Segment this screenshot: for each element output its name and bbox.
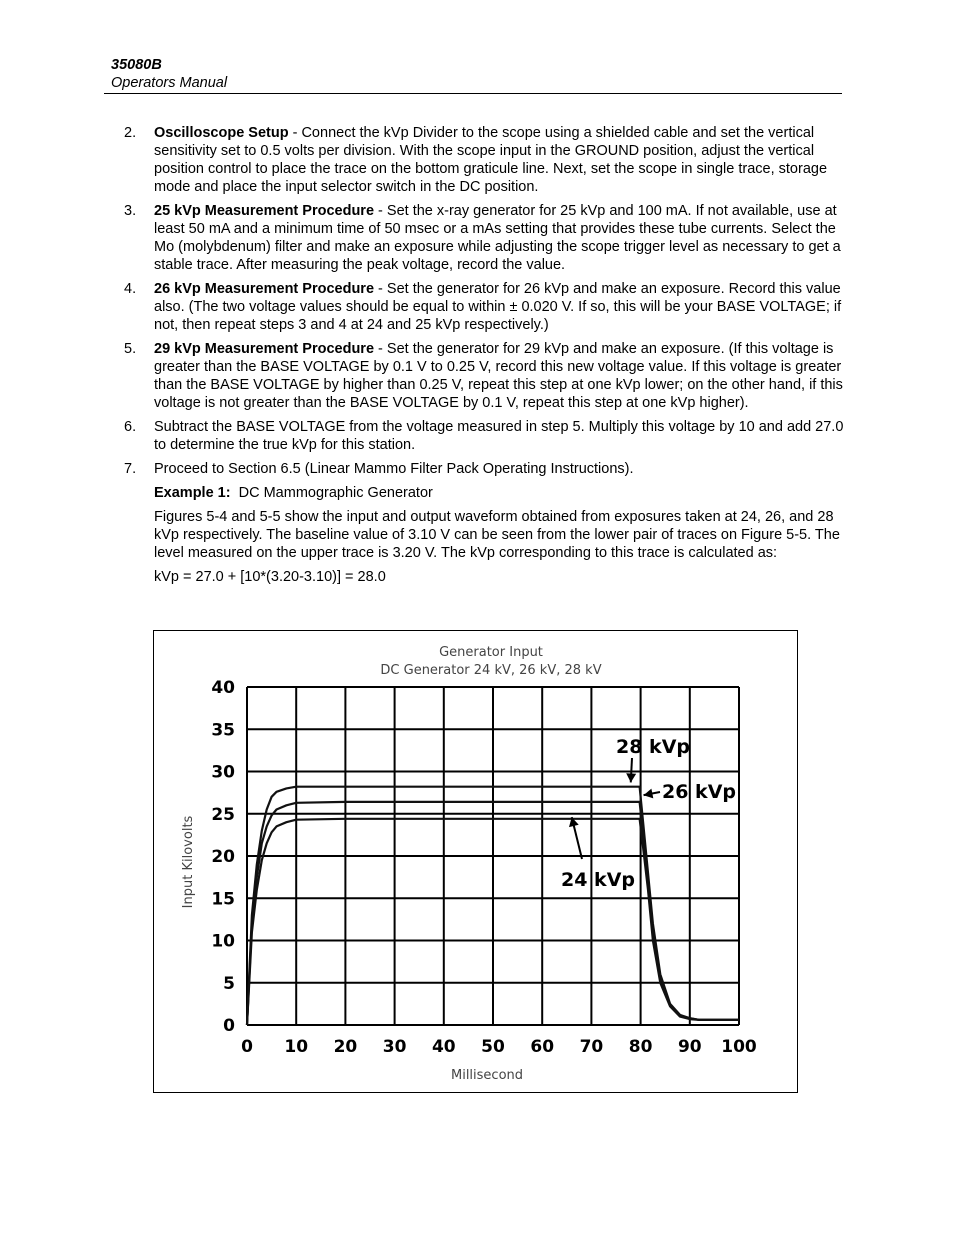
step-number: 7. <box>124 461 137 477</box>
step-text: Proceed to Section 6.5 (Linear Mammo Filter Pack Operating Instructions). <box>154 461 634 477</box>
step-number: 3. <box>124 203 137 219</box>
y-tick-label: 15 <box>211 889 235 910</box>
y-tick-label: 25 <box>211 804 235 825</box>
step-heading: Oscilloscope Setup <box>154 125 289 141</box>
step-heading: 25 kVp Measurement Procedure <box>154 203 375 219</box>
step-text: - Set the generator for 29 kVp and make an exposure. (If this voltage is greater than the BASE VOLTAGE by 0.1 V to 0.25 V, record this new voltage value. If this voltage is greater than the BASE VOLTAGE by higher than 0.25 V, repeat this step at one kVp lower; on the other hand, if this voltage is not greater than the BASE VOLTAGE by 0.1 V, repeat this step at one kVp higher). <box>154 341 843 411</box>
x-tick-label: 60 <box>530 1037 555 1057</box>
header-rule <box>104 93 842 94</box>
generator-input-chart <box>154 631 799 1094</box>
procedure-steps <box>124 124 844 592</box>
step-2 <box>124 124 844 196</box>
y-tick-label: 0 <box>223 1016 235 1036</box>
step-4 <box>124 280 844 334</box>
step-number: 4. <box>124 281 137 297</box>
manual-title: Operators Manual <box>111 75 228 91</box>
figure-generator-input <box>153 630 798 1093</box>
annotation-arrowhead <box>626 773 636 782</box>
step-7 <box>124 460 844 478</box>
example-body: Figures 5-4 and 5-5 show the input and output waveform obtained from exposures taken at 24, 26, and 28 kVp respectively. The baseline value of 3.10 V can be seen from the lower pair of traces on Figure 5-5. The level measured on the upper trace is 3.20 V. The kVp corresponding to this trace is calculated as: <box>154 509 840 561</box>
x-tick-label: 10 <box>284 1037 309 1057</box>
y-axis-label: Input Kilovolts <box>181 815 196 909</box>
step-number: 2. <box>124 125 137 141</box>
x-tick-label: 70 <box>579 1037 604 1057</box>
y-tick-label: 35 <box>211 720 235 741</box>
example-heading <box>124 484 844 502</box>
step-text: - Connect the kVp Divider to the scope using a shielded cable and set the vertical sensitivity set to 0.5 volts per division. With the scope input in the GROUND position, adjust the vertical position control to place the trace on the bottom graticule line. Next, set the scope in single trace, storage mode and place the input selector switch in the DC position. <box>154 125 828 195</box>
x-tick-label: 30 <box>382 1037 407 1057</box>
step-text: - Set the generator for 26 kVp and make an exposure. Record this value also. (The two voltage values should be equal to within ± 0.020 V. If so, this will be your BASE VOLTAGE; if not, then repeat steps 3 and 4 at 24 and 25 kVp respectively.) <box>154 281 842 333</box>
step-5 <box>124 340 844 412</box>
x-tick-label: 90 <box>677 1037 702 1057</box>
example-label: Example 1: <box>154 485 231 501</box>
step-text: - Set the x-ray generator for 25 kVp and 100 mA. If not available, use at least 50 mA and a minimum time of 50 msec or a mAs setting that provides these tube currents. Select the Mo (molybdenum) filter and make an exposure while adjusting the scope trigger level as necessary to get a stable trace. After measuring the peak voltage, record the value. <box>154 203 841 273</box>
step-number: 6. <box>124 419 137 435</box>
kvp-formula: kVp = 27.0 + [10*(3.20-3.10)] = 28.0 <box>154 569 386 585</box>
annotation-label: 24 kVp <box>561 869 635 891</box>
x-tick-label: 50 <box>481 1037 505 1057</box>
step-heading: 26 kVp Measurement Procedure <box>154 281 375 297</box>
page-header <box>111 56 227 92</box>
x-tick-label: 0 <box>241 1037 253 1057</box>
x-tick-label: 80 <box>628 1037 653 1057</box>
annotation-label: 26 kVp <box>662 781 736 803</box>
annotation-label: 28 kVp <box>616 736 690 758</box>
y-tick-label: 30 <box>211 762 235 783</box>
y-tick-label: 40 <box>211 678 235 698</box>
annotation-arrowhead <box>644 789 654 799</box>
chart-subtitle: DC Generator 24 kV, 26 kV, 28 kV <box>380 663 602 678</box>
y-tick-label: 5 <box>223 973 235 994</box>
chart-title: Generator Input <box>439 645 543 660</box>
step-heading: 29 kVp Measurement Procedure <box>154 341 375 357</box>
x-axis-label: Millisecond <box>450 1068 524 1083</box>
step-number: 5. <box>124 341 137 357</box>
step-text: Subtract the BASE VOLTAGE from the voltage measured in step 5. Multiply this voltage by 10 and add 27.0 to determine the true kVp for this station. <box>154 419 844 453</box>
model-number: 35080B <box>111 57 162 73</box>
x-tick-label: 40 <box>431 1037 456 1057</box>
y-tick-label: 20 <box>211 847 235 867</box>
example-title: DC Mammographic Generator <box>230 485 433 501</box>
x-tick-label: 100 <box>721 1037 757 1057</box>
x-tick-label: 20 <box>333 1037 358 1057</box>
y-tick-label: 10 <box>211 931 235 952</box>
step-6 <box>124 418 844 454</box>
step-3 <box>124 202 844 274</box>
